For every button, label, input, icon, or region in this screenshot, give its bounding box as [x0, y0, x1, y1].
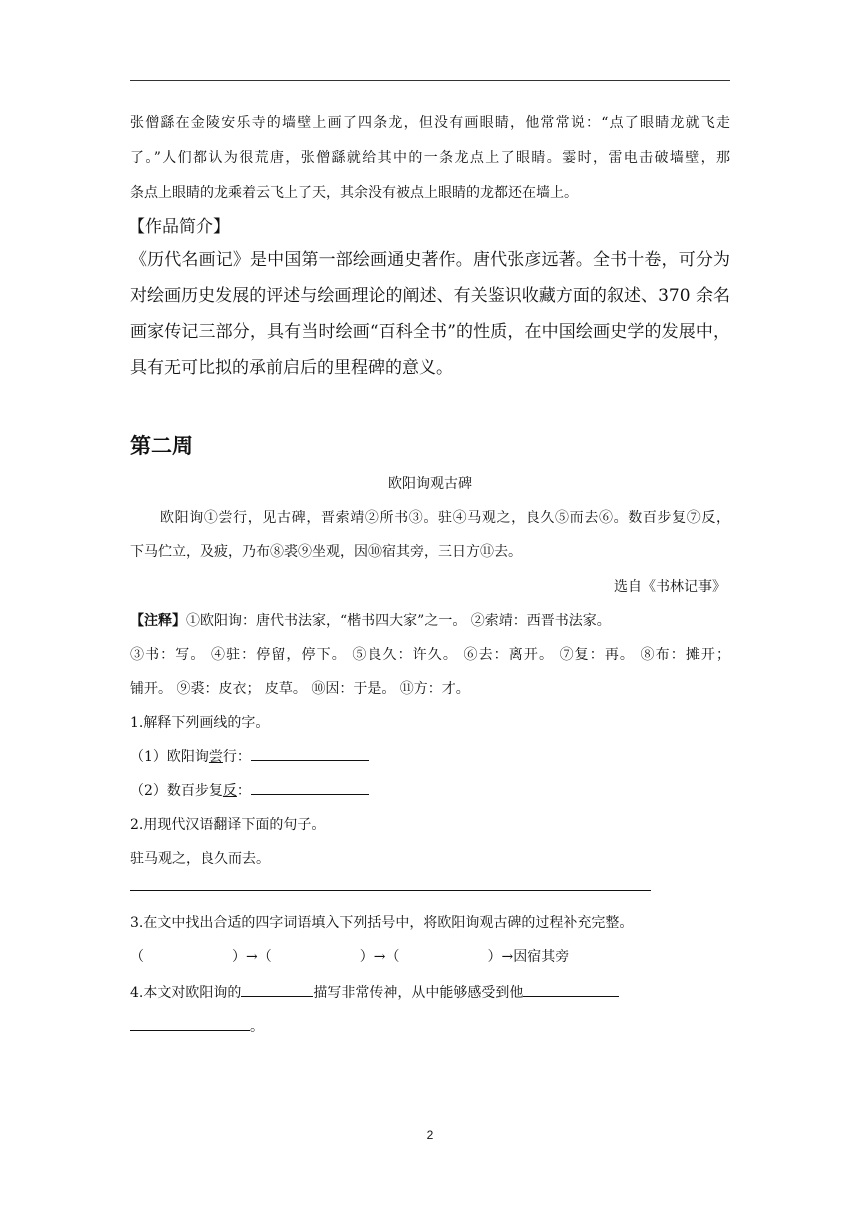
passage-line-2: 下马伫立，及疲，乃布⑧裘⑨坐观，因⑩宿其旁，三日方⑪去。	[130, 544, 522, 560]
q3-arrow-2: ）→（	[359, 949, 400, 965]
story-line-2: 了。”人们都认为很荒唐，张僧繇就给其中的一条龙点上了眼睛。霎时，雷电击破墙壁，那	[130, 150, 730, 166]
intro-line-4: 具有无可比拟的承前启后的里程碑的意义。	[130, 358, 453, 378]
q4-middle: 描写非常传神，从中能够感受到他	[313, 985, 524, 1001]
q3-end: ）→因宿其旁	[487, 949, 570, 965]
q3-open-paren: （	[130, 949, 144, 965]
week-title: 第二周	[130, 434, 193, 458]
question-2: 2.用现代汉语翻译下面的句子。	[130, 817, 326, 833]
q1b-answer-blank[interactable]	[251, 781, 369, 795]
question-1: 1.解释下列画线的字。	[130, 715, 270, 731]
notes-line-2: ③书：写。 ④驻：停留，停下。 ⑤良久：许久。 ⑥去：离开。 ⑦复：再。 ⑧布：摊开；	[130, 647, 730, 663]
q4-period: 。	[250, 1019, 264, 1035]
story-line-3: 条点上眼睛的龙乘着云飞上了天，其余没有被点上眼睛的龙都还在墙上。	[130, 185, 578, 201]
q1a-prefix: （1）欧阳询	[130, 749, 209, 765]
intro-heading: 【作品简介】	[128, 217, 230, 237]
q2-answer-line[interactable]	[130, 890, 651, 891]
q1a-suffix: 行：	[222, 749, 251, 765]
intro-line-1: 《历代名画记》是中国第一部绘画通史著作。唐代张彦远著。全书十卷，可分为	[130, 250, 730, 270]
question-1a	[130, 746, 369, 766]
notes-label: 【注释】	[130, 613, 186, 629]
question-2-sentence: 驻马观之，良久而去。	[130, 851, 270, 867]
passage-source: 选自《书林记事》	[614, 579, 726, 595]
intro-line-2: 对绘画历史发展的评述与绘画理论的阐述、有关鉴识收藏方面的叙述、370 余名	[130, 286, 730, 306]
q1a-answer-blank[interactable]	[251, 747, 369, 761]
header-rule	[130, 80, 730, 81]
question-3-chain	[130, 946, 569, 966]
question-3: 3.在文中找出合适的四字词语填入下列括号中，将欧阳询观古碑的过程补充完整。	[130, 915, 634, 931]
intro-line-3: 画家传记三部分，具有当时绘画“百科全书”的性质，在中国绘画史学的发展中，	[130, 322, 730, 342]
passage-line-1: 欧阳询①尝行，见古碑，晋索靖②所书③。驻④马观之，良久⑤而去⑥。数百步复⑦反，	[160, 510, 730, 526]
q3-arrow-1: ）→（	[232, 949, 272, 965]
notes-line-1-text: ①欧阳询：唐代书法家，“楷书四大家”之一。 ②索靖：西晋书法家。	[186, 613, 611, 629]
page-number: 2	[426, 1128, 434, 1142]
q1a-underlined-char: 尝	[208, 749, 223, 765]
question-1b	[130, 780, 369, 800]
q4-blank-3[interactable]	[130, 1017, 250, 1031]
passage-title: 欧阳询观古碑	[388, 476, 472, 492]
notes-line-3: 铺开。 ⑨裘：皮衣； 皮草。 ⑩因：于是。 ⑪方：才。	[130, 681, 470, 697]
q1b-prefix: （2）数百步复	[130, 783, 223, 799]
q4-blank-1[interactable]	[241, 983, 313, 997]
q1b-suffix: ：	[236, 783, 251, 799]
q4-prefix: 4.本文对欧阳询的	[130, 985, 242, 1001]
q1b-underlined-char: 反	[222, 783, 237, 799]
question-4	[130, 982, 619, 1002]
q4-blank-2[interactable]	[523, 983, 619, 997]
notes-line-1	[130, 610, 611, 630]
story-line-1: 张僧繇在金陵安乐寺的墙壁上画了四条龙，但没有画眼睛，他常常说：“点了眼睛龙就飞走	[130, 115, 730, 131]
question-4-cont	[130, 1016, 264, 1036]
